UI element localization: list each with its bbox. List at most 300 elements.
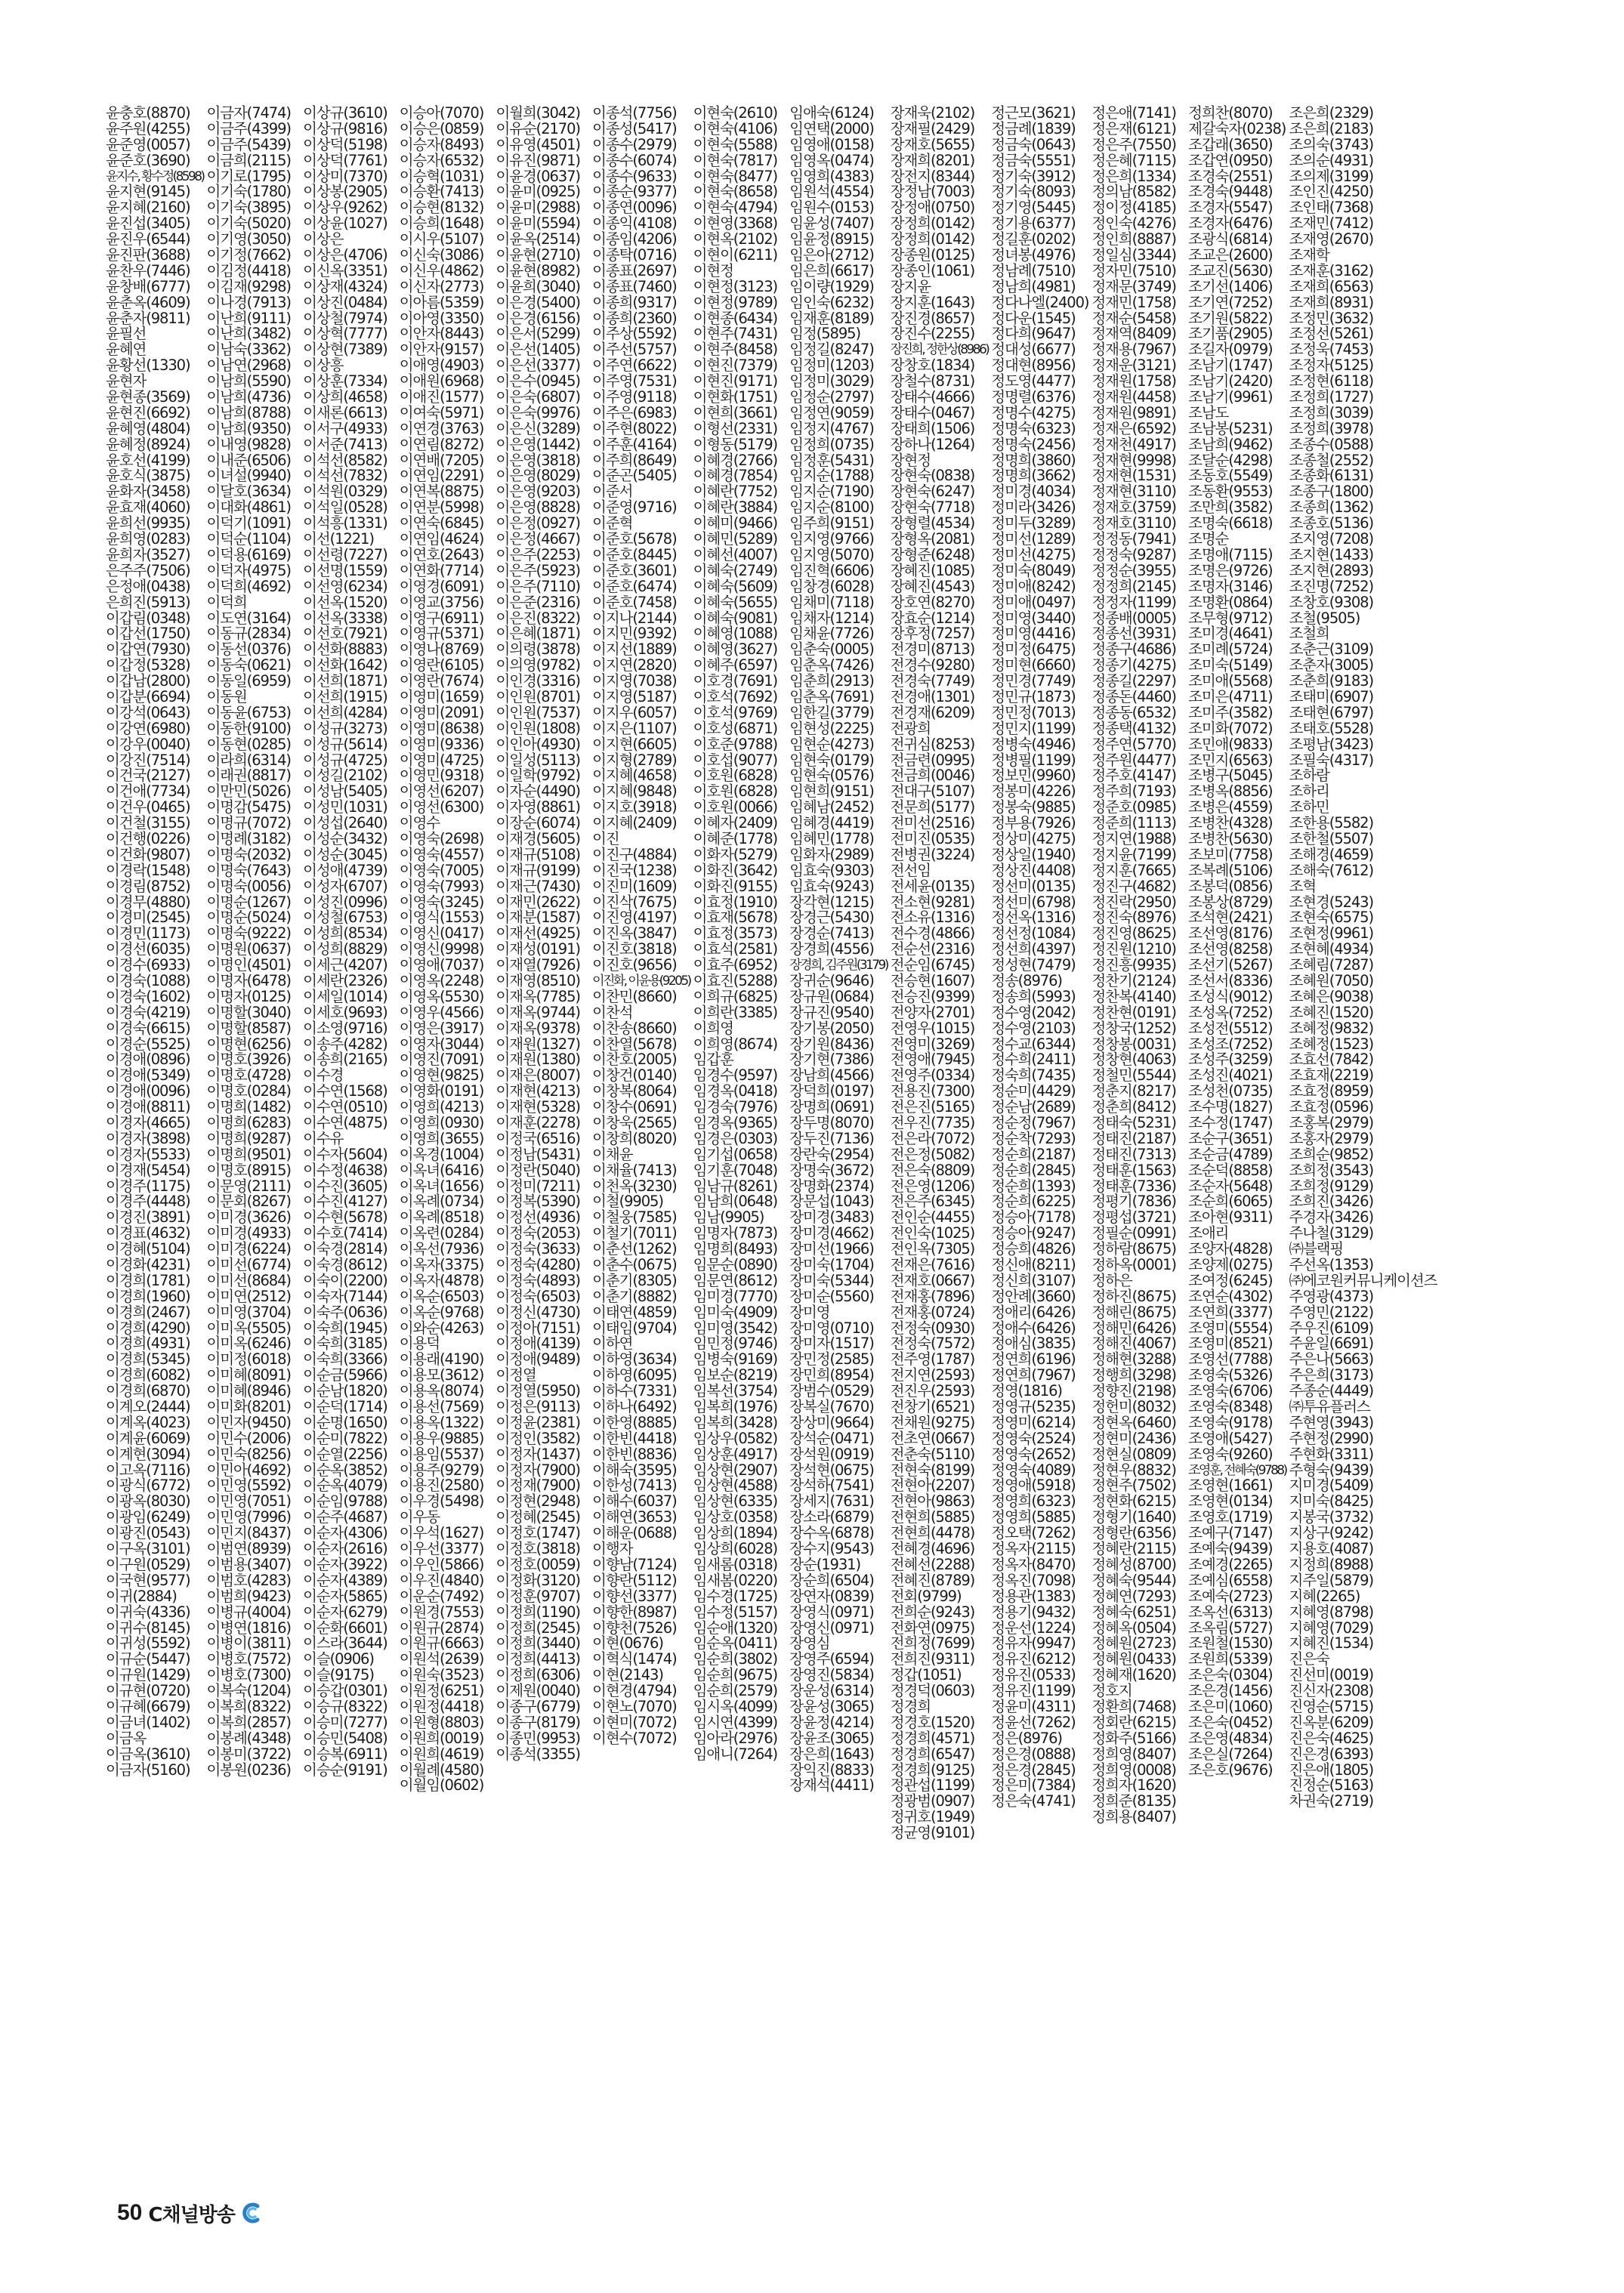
name-entry: 정하옥(0001) bbox=[1091, 1256, 1176, 1274]
name-entry: 조재희(6563) bbox=[1289, 277, 1373, 295]
name-entry: 임현숙(0179) bbox=[789, 751, 874, 769]
name-entry: 이현미(7072) bbox=[592, 1713, 677, 1731]
name-entry: 이병연(1816) bbox=[206, 1619, 291, 1637]
name-entry: 이민아(4692) bbox=[206, 1461, 291, 1479]
name-entry: 은주주(7506) bbox=[106, 561, 190, 579]
name-entry: 이라희(6314) bbox=[206, 751, 291, 769]
name-entry: 정창국(1252) bbox=[1091, 1019, 1176, 1037]
name-entry: 이은주(7110) bbox=[496, 577, 580, 595]
name-entry: 정광범(0907) bbox=[890, 1792, 975, 1810]
name-entry: 임영애(0158) bbox=[789, 135, 874, 153]
name-entry: 이미경(6224) bbox=[206, 1240, 291, 1258]
name-entry: 이현종(6434) bbox=[693, 309, 778, 327]
name-entry: 이순자(4306) bbox=[303, 1524, 387, 1542]
name-entry: 이계현(3094) bbox=[106, 1445, 190, 1463]
name-entry: 이순덕(1714) bbox=[303, 1398, 387, 1416]
name-entry: 임혜남(2452) bbox=[789, 798, 874, 816]
name-entry: 전은영(1206) bbox=[890, 1177, 975, 1195]
name-column bbox=[789, 106, 887, 2145]
name-entry: 조교은(2600) bbox=[1188, 246, 1273, 264]
name-entry: 임혜경(4419) bbox=[789, 814, 874, 832]
name-entry: 이동일(6959) bbox=[206, 672, 291, 690]
name-entry: 이명희(9287) bbox=[206, 1129, 291, 1147]
name-entry: 조하람 bbox=[1289, 767, 1329, 785]
name-entry: 이승은(0859) bbox=[399, 119, 484, 137]
name-entry: 정현우(8832) bbox=[1091, 1461, 1176, 1479]
name-entry: 이영숙(3245) bbox=[399, 893, 484, 911]
name-entry: 이경희(5345) bbox=[106, 1350, 190, 1369]
name-entry: 정태훈(1563) bbox=[1091, 1161, 1176, 1179]
name-entry: 장기현(7386) bbox=[789, 1051, 874, 1069]
name-entry: 정미영(4416) bbox=[991, 625, 1076, 643]
name-entry: 정재현(9998) bbox=[1091, 451, 1176, 469]
name-entry: 정옥진(7098) bbox=[991, 1571, 1076, 1589]
name-entry: 조애리 bbox=[1188, 1224, 1229, 1242]
name-entry: 이서준(7413) bbox=[303, 435, 387, 453]
name-entry: 장덕희(0197) bbox=[789, 1082, 874, 1100]
name-entry: 전재홍(7896) bbox=[890, 1287, 975, 1305]
name-entry: 조예숙(2723) bbox=[1188, 1587, 1273, 1605]
name-entry: 정혜재(1620) bbox=[1091, 1666, 1176, 1684]
name-entry: 이종수(2979) bbox=[592, 135, 677, 153]
name-entry: 조경숙(2551) bbox=[1188, 167, 1273, 185]
name-entry: 이호경(7691) bbox=[693, 672, 778, 690]
name-entry: 이주상(5592) bbox=[592, 325, 677, 343]
name-entry: 이병이(3811) bbox=[206, 1634, 291, 1653]
name-entry: 이경림(8752) bbox=[106, 877, 190, 895]
name-entry: 이연숙(6845) bbox=[399, 514, 484, 532]
name-entry: 정신애(8211) bbox=[991, 1256, 1076, 1274]
name-entry: 진신자(2308) bbox=[1289, 1682, 1373, 1700]
name-entry: 조종화(6131) bbox=[1289, 467, 1373, 485]
name-entry: 이명인(4501) bbox=[206, 956, 291, 974]
name-entry: 이숙경(8612) bbox=[303, 1256, 387, 1274]
name-entry: 임민정(9746) bbox=[693, 1335, 778, 1353]
name-entry: 전회(9799) bbox=[890, 1587, 962, 1605]
name-entry: 임병숙(9169) bbox=[693, 1350, 778, 1369]
name-entry: 정지훈(7665) bbox=[1091, 861, 1176, 879]
name-column bbox=[1289, 106, 1437, 2145]
name-entry: 이김정(4418) bbox=[206, 261, 291, 279]
name-entry: 장철수(8731) bbox=[890, 372, 975, 390]
name-entry: 이종연(0096) bbox=[592, 199, 677, 217]
name-entry: 이영규(5371) bbox=[399, 625, 484, 643]
name-entry: 이건국(2127) bbox=[106, 767, 190, 785]
name-entry: 조춘근(3109) bbox=[1289, 640, 1373, 659]
name-entry: 이용덕 bbox=[399, 1335, 440, 1353]
name-entry: 정경희(6547) bbox=[890, 1745, 975, 1763]
name-entry: 이선령(7227) bbox=[303, 545, 387, 563]
name-entry: 이성규(5614) bbox=[303, 735, 387, 753]
name-entry: 이난희(3482) bbox=[206, 325, 291, 343]
name-entry: 이승희(1648) bbox=[399, 214, 484, 233]
name-entry: 임효숙(9243) bbox=[789, 877, 874, 895]
name-entry: 이주선(5757) bbox=[592, 341, 677, 359]
name-entry: 이주희(8649) bbox=[592, 451, 677, 469]
name-entry: 임복희(1976) bbox=[693, 1398, 778, 1416]
name-entry: 전대구(5107) bbox=[890, 782, 975, 801]
name-entry: 이명호(3926) bbox=[206, 1051, 291, 1069]
name-entry: 전화연(0975) bbox=[890, 1619, 975, 1637]
name-entry: 전승진(9399) bbox=[890, 987, 975, 1005]
name-entry: 전인순(4455) bbox=[890, 1208, 975, 1227]
name-entry: 이진구(4884) bbox=[592, 845, 677, 863]
name-entry: 이미경(4933) bbox=[206, 1224, 291, 1242]
name-entry: 정순희(2845) bbox=[991, 1161, 1076, 1179]
name-entry: 장형렬(4534) bbox=[890, 514, 975, 532]
name-entry: 전영우(1015) bbox=[890, 1019, 975, 1037]
name-entry: 주윤일(6691) bbox=[1289, 1335, 1373, 1353]
name-entry: 조춘자(3005) bbox=[1289, 656, 1373, 674]
name-entry: 임시옥(4099) bbox=[693, 1697, 778, 1715]
name-entry: 이재옥(7785) bbox=[496, 987, 580, 1005]
name-entry: 정재호(3110) bbox=[1091, 514, 1176, 532]
name-entry: 윤진우(6544) bbox=[106, 230, 190, 248]
name-entry: 윤호식(3875) bbox=[106, 467, 190, 485]
name-entry: 정희영(8407) bbox=[1091, 1745, 1176, 1763]
name-entry: 정균영(9101) bbox=[890, 1824, 975, 1842]
name-entry: 임명자(7873) bbox=[693, 1224, 778, 1242]
name-entry: 이금옥(3610) bbox=[106, 1745, 190, 1763]
name-entry: 이현정(3123) bbox=[693, 277, 778, 295]
name-entry: 정이정(4185) bbox=[1091, 199, 1176, 217]
name-entry: 정하람(8675) bbox=[1091, 1240, 1176, 1258]
name-entry: 이창건(0140) bbox=[592, 1066, 677, 1085]
name-entry: 정순남(2689) bbox=[991, 1098, 1076, 1116]
name-entry: 이순화(6601) bbox=[303, 1619, 387, 1637]
name-entry: 정관섭(1199) bbox=[890, 1776, 975, 1795]
name-entry: 조길자(0979) bbox=[1188, 341, 1273, 359]
name-entry: 이혜준(1778) bbox=[693, 829, 778, 847]
name-entry: 이애영(4903) bbox=[399, 356, 484, 375]
name-entry: 이호원(6828) bbox=[693, 782, 778, 801]
name-entry: 정영애(5918) bbox=[991, 1477, 1076, 1495]
name-entry: 이금자(7474) bbox=[206, 104, 291, 122]
name-entry: 이명할(3040) bbox=[206, 1003, 291, 1021]
name-entry: 이지연(2820) bbox=[592, 656, 677, 674]
name-entry: 이정희(4413) bbox=[496, 1650, 580, 1668]
name-entry: 정순착(7293) bbox=[991, 1129, 1076, 1147]
name-entry: 전주영(1787) bbox=[890, 1350, 975, 1369]
name-entry: 조미화(7072) bbox=[1188, 719, 1273, 737]
name-entry: 진영순(5715) bbox=[1289, 1697, 1373, 1715]
name-entry: 정명희(3662) bbox=[991, 467, 1076, 485]
name-entry: 정진구(4682) bbox=[1091, 877, 1176, 895]
name-entry: 정미영(3440) bbox=[991, 609, 1076, 627]
name-entry: 전경재(6209) bbox=[890, 703, 975, 721]
name-entry: 이상윤(1027) bbox=[303, 214, 387, 233]
name-entry: 이성희(8534) bbox=[303, 924, 387, 943]
name-entry: 이종민(9953) bbox=[496, 1729, 580, 1747]
name-entry: 정미현(6660) bbox=[991, 656, 1076, 674]
name-entry: 이내영(9828) bbox=[206, 435, 291, 453]
name-entry: 은정애(0438) bbox=[106, 577, 190, 595]
name-entry: 이정복(5390) bbox=[496, 1193, 580, 1211]
name-entry: 정부용(7926) bbox=[991, 814, 1076, 832]
name-entry: 이미영(3704) bbox=[206, 1303, 291, 1321]
name-entry: 임윤성(7407) bbox=[789, 214, 874, 233]
name-entry: 전경숙(7749) bbox=[890, 672, 975, 690]
name-entry: 정회란(6215) bbox=[1091, 1713, 1176, 1731]
name-entry: 이지형(2789) bbox=[592, 751, 677, 769]
name-entry: 윤호선(4199) bbox=[106, 451, 190, 469]
name-entry: 조정현(6118) bbox=[1289, 372, 1373, 390]
name-entry: 이수자(5604) bbox=[303, 1145, 387, 1163]
name-entry: 정은경(0888) bbox=[991, 1745, 1076, 1763]
name-entry: 이혜란(7752) bbox=[693, 483, 778, 501]
name-entry: 임효숙(9303) bbox=[789, 861, 874, 879]
name-entry: 이미옥(5505) bbox=[206, 1319, 291, 1337]
name-entry: 이지현(6605) bbox=[592, 735, 677, 753]
name-entry: 이효석(2581) bbox=[693, 940, 778, 958]
name-entry: 전병권(3224) bbox=[890, 845, 975, 863]
name-entry: 정영미(6214) bbox=[991, 1413, 1076, 1431]
name-entry: 이상철(7974) bbox=[303, 309, 387, 327]
name-entry: 이동원 bbox=[206, 687, 247, 705]
name-entry: 이정숙(6503) bbox=[496, 1287, 580, 1305]
name-entry: 장미경(4662) bbox=[789, 1224, 874, 1242]
name-entry: 진정순(5163) bbox=[1289, 1776, 1373, 1795]
name-entry: 정찬기(2124) bbox=[1091, 971, 1176, 989]
name-entry: 이옥순(6503) bbox=[399, 1287, 484, 1305]
name-entry: 이옥순(9768) bbox=[399, 1303, 484, 1321]
name-entry: 이송희(2165) bbox=[303, 1051, 387, 1069]
name-entry: 정갑(1051) bbox=[890, 1666, 962, 1684]
name-entry: 장재호(5655) bbox=[890, 135, 975, 153]
name-entry: 이효주(6952) bbox=[693, 956, 778, 974]
name-entry: 장태희(1506) bbox=[890, 419, 975, 437]
name-entry: 이해연(3653) bbox=[592, 1508, 677, 1526]
name-entry: 이하수(7331) bbox=[592, 1382, 677, 1400]
name-entry: 장윤성(3065) bbox=[789, 1697, 874, 1715]
name-entry: 이선(1221) bbox=[303, 530, 374, 548]
name-entry: 이희영 bbox=[693, 1019, 733, 1037]
name-entry: 이덕용(6169) bbox=[206, 545, 291, 563]
name-entry: 이종표(2697) bbox=[592, 261, 677, 279]
name-entry: 정녀봉(4976) bbox=[991, 246, 1076, 264]
name-entry: 이신자(2773) bbox=[399, 277, 484, 295]
name-entry: 장란숙(2954) bbox=[789, 1145, 874, 1163]
name-entry: 정종기(4275) bbox=[1091, 656, 1176, 674]
name-entry: 정종길(2297) bbox=[1091, 672, 1176, 690]
name-entry: 이찬송(8660) bbox=[592, 1019, 677, 1037]
name-entry: 정미선(4275) bbox=[991, 545, 1076, 563]
name-entry: 조영애(5427) bbox=[1188, 1429, 1273, 1447]
name-entry: 정인숙(4276) bbox=[1091, 214, 1176, 233]
name-entry: 이월희(3042) bbox=[496, 104, 580, 122]
name-entry: 장익진(8833) bbox=[789, 1761, 874, 1779]
name-entry: 장미숙(1704) bbox=[789, 1256, 874, 1274]
name-entry: 정은미(7384) bbox=[991, 1776, 1076, 1795]
name-entry: 정수영(2042) bbox=[991, 1003, 1076, 1021]
name-entry: 이기로(1795) bbox=[206, 167, 291, 185]
name-entry: 전문희(5177) bbox=[890, 798, 975, 816]
name-entry: 전창기(6521) bbox=[890, 1398, 975, 1416]
name-entry: 이준호(7458) bbox=[592, 593, 677, 611]
name-entry: 조지현(2893) bbox=[1289, 561, 1373, 579]
name-entry: 이용우(9885) bbox=[399, 1429, 484, 1447]
name-entry: 이규원(1429) bbox=[106, 1666, 190, 1684]
name-entry: 지주일(5879) bbox=[1289, 1571, 1373, 1589]
name-entry: 정병숙(4946) bbox=[991, 735, 1076, 753]
name-entry: 이성남(5405) bbox=[303, 782, 387, 801]
name-entry: 이영숙(2698) bbox=[399, 829, 484, 847]
name-entry: 이광옥(8030) bbox=[106, 1492, 190, 1511]
name-entry: 장윤조(3065) bbox=[789, 1729, 874, 1747]
name-entry: 조인태(7368) bbox=[1289, 199, 1373, 217]
name-entry: 전금련(0995) bbox=[890, 751, 975, 769]
name-entry: 이경수(6933) bbox=[106, 956, 190, 974]
name-entry: 이우석(1627) bbox=[399, 1524, 484, 1542]
name-entry: 조정희(3039) bbox=[1289, 403, 1373, 421]
name-entry: 이기숙(1780) bbox=[206, 183, 291, 201]
name-entry: 이안자(8443) bbox=[399, 325, 484, 343]
name-entry: 이선명(1559) bbox=[303, 561, 387, 579]
name-entry: 이은정(0927) bbox=[496, 514, 580, 532]
name-entry: 정금숙(5551) bbox=[991, 151, 1076, 169]
name-entry: 이원석(2639) bbox=[399, 1650, 484, 1668]
name-entry: 조재훈(3162) bbox=[1289, 261, 1373, 279]
name-entry: 정혜란(2115) bbox=[1091, 1540, 1176, 1558]
name-entry: 정형란(6356) bbox=[1091, 1524, 1176, 1542]
name-entry: 이연경(3763) bbox=[399, 419, 484, 437]
name-entry: 이영은(3917) bbox=[399, 1019, 484, 1037]
name-entry: 이원정(6251) bbox=[399, 1682, 484, 1700]
name-entry: 조순금(4789) bbox=[1188, 1145, 1273, 1163]
name-entry: 정영숙(4089) bbox=[991, 1461, 1076, 1479]
name-entry: 조은희(2329) bbox=[1289, 104, 1373, 122]
name-entry: 이행자 bbox=[592, 1540, 633, 1558]
name-entry: 조순자(5648) bbox=[1188, 1177, 1273, 1195]
name-entry: 윤현종(3569) bbox=[106, 388, 190, 406]
name-entry: 정은혜(7115) bbox=[1091, 151, 1176, 169]
name-entry: 이옥녀(1656) bbox=[399, 1177, 484, 1195]
name-entry: 조한철(5507) bbox=[1289, 829, 1373, 847]
name-entry: 조재영(2670) bbox=[1289, 230, 1373, 248]
name-entry: 정진원(1210) bbox=[1091, 940, 1176, 958]
name-entry: 정미정(6475) bbox=[991, 640, 1076, 659]
name-column bbox=[1091, 106, 1185, 2145]
name-entry: 장현숙(7718) bbox=[890, 498, 975, 517]
name-entry: 정오택(7262) bbox=[991, 1524, 1076, 1542]
name-entry: 이소영(9716) bbox=[303, 1019, 387, 1037]
name-entry: 정헌미(8032) bbox=[1091, 1398, 1176, 1416]
name-entry: 조홍자(2979) bbox=[1289, 1129, 1373, 1147]
name-entry: 정태진(7313) bbox=[1091, 1145, 1176, 1163]
name-entry: 조영숙(9260) bbox=[1188, 1445, 1273, 1463]
name-entry: 이정윤(2381) bbox=[496, 1413, 580, 1431]
name-entry: 정태진(2187) bbox=[1091, 1129, 1176, 1147]
name-entry: 정창현(4063) bbox=[1091, 1051, 1176, 1069]
name-entry: 주선옥(1353) bbox=[1289, 1256, 1373, 1274]
name-entry: 정봉숙(9885) bbox=[991, 798, 1076, 816]
name-entry: 이세란(2326) bbox=[303, 971, 387, 989]
name-entry: 조명애(7115) bbox=[1188, 545, 1273, 563]
name-entry: 조효선(7842) bbox=[1289, 1051, 1373, 1069]
name-entry: 이세일(1014) bbox=[303, 987, 387, 1005]
name-entry: 이봉례(4348) bbox=[206, 1729, 291, 1747]
name-entry: 이계옥(4023) bbox=[106, 1413, 190, 1431]
name-entry: 이귀(2884) bbox=[106, 1587, 177, 1605]
name-entry: 윤필선 bbox=[106, 325, 147, 343]
name-entry: 이지혜(4658) bbox=[592, 767, 677, 785]
name-entry: 장소라(6879) bbox=[789, 1508, 874, 1526]
name-entry: 이한빈(8836) bbox=[592, 1445, 677, 1463]
name-entry: 이광진(0543) bbox=[106, 1524, 190, 1542]
name-entry: 정해민(6426) bbox=[1091, 1319, 1176, 1337]
name-entry: 정하은 bbox=[1091, 1271, 1132, 1289]
name-entry: 정경희 bbox=[890, 1697, 931, 1715]
name-entry: 정태훈(7336) bbox=[1091, 1177, 1176, 1195]
name-entry: 장순(1931) bbox=[789, 1555, 860, 1573]
name-entry: 임현순(4273) bbox=[789, 735, 874, 753]
name-entry: 이갑분(6694) bbox=[106, 687, 190, 705]
name-entry: 이현숙(8658) bbox=[693, 183, 778, 201]
name-entry: 이슬(0906) bbox=[303, 1650, 374, 1668]
name-entry: 이병호(7300) bbox=[206, 1666, 291, 1684]
name-entry: 이상규(9816) bbox=[303, 119, 387, 137]
name-entry: 정해진(4067) bbox=[1091, 1335, 1176, 1353]
name-entry: 장정희(0142) bbox=[890, 230, 975, 248]
name-entry: 이수유 bbox=[303, 1129, 344, 1147]
name-entry: 임연택(2000) bbox=[789, 119, 874, 137]
name-entry: 정희영(0008) bbox=[1091, 1761, 1176, 1779]
name-entry: 장미경(3483) bbox=[789, 1208, 874, 1227]
name-entry: 조미은(4711) bbox=[1188, 687, 1273, 705]
name-entry: 이재성(0191) bbox=[496, 940, 580, 958]
name-entry: 조창호(9308) bbox=[1289, 593, 1373, 611]
name-entry: 이윤현(8982) bbox=[496, 261, 580, 279]
name-entry: 주은희(3173) bbox=[1289, 1366, 1373, 1384]
name-entry: 정순희(6225) bbox=[991, 1193, 1076, 1211]
name-entry: 이성민(1031) bbox=[303, 798, 387, 816]
name-entry: 정선옥(1316) bbox=[991, 909, 1076, 927]
name-entry: 정준호(0985) bbox=[1091, 798, 1176, 816]
name-entry: 지미숙(8425) bbox=[1289, 1492, 1373, 1511]
name-entry: 이은숙(6807) bbox=[496, 388, 580, 406]
name-entry: 정명희(3860) bbox=[991, 451, 1076, 469]
name-entry: 이갑림(0348) bbox=[106, 609, 190, 627]
name-entry: 전영애(7945) bbox=[890, 1051, 975, 1069]
name-entry: 이수정(4638) bbox=[303, 1161, 387, 1179]
name-entry: 임순옥(0411) bbox=[693, 1634, 778, 1653]
name-entry: 정애수(6426) bbox=[991, 1319, 1076, 1337]
name-entry: 정유진(1199) bbox=[991, 1682, 1076, 1700]
name-entry: 장종원(0125) bbox=[890, 246, 975, 264]
name-entry: 장두진(7136) bbox=[789, 1129, 874, 1147]
name-entry: 정해현(3288) bbox=[1091, 1350, 1176, 1369]
name-entry: 이현정(9789) bbox=[693, 293, 778, 311]
name-entry: 이민영(5592) bbox=[206, 1477, 291, 1495]
name-entry: 조원철(1530) bbox=[1188, 1634, 1273, 1653]
name-entry: 정선미(6798) bbox=[991, 893, 1076, 911]
name-entry: 이은영(3818) bbox=[496, 451, 580, 469]
name-entry: 이내준(6506) bbox=[206, 451, 291, 469]
name-entry: 조은숙(0452) bbox=[1188, 1713, 1273, 1731]
name-entry: 정정자(1199) bbox=[1091, 593, 1176, 611]
name-entry: 이옥자(3375) bbox=[399, 1256, 484, 1274]
name-entry: 장미선(1966) bbox=[789, 1240, 874, 1258]
name-entry: 이기숙(5020) bbox=[206, 214, 291, 233]
name-entry: 전희순(9243) bbox=[890, 1603, 975, 1621]
name-entry: 정정순(3955) bbox=[1091, 561, 1176, 579]
name-entry: 이혜숙(5655) bbox=[693, 593, 778, 611]
name-entry: 조정희(1727) bbox=[1289, 388, 1373, 406]
name-entry: 이건철(3155) bbox=[106, 814, 190, 832]
name-entry: 이현정 bbox=[693, 261, 733, 279]
name-entry: 정송(8976) bbox=[991, 971, 1062, 989]
name-entry: 장경희(4556) bbox=[789, 940, 874, 958]
